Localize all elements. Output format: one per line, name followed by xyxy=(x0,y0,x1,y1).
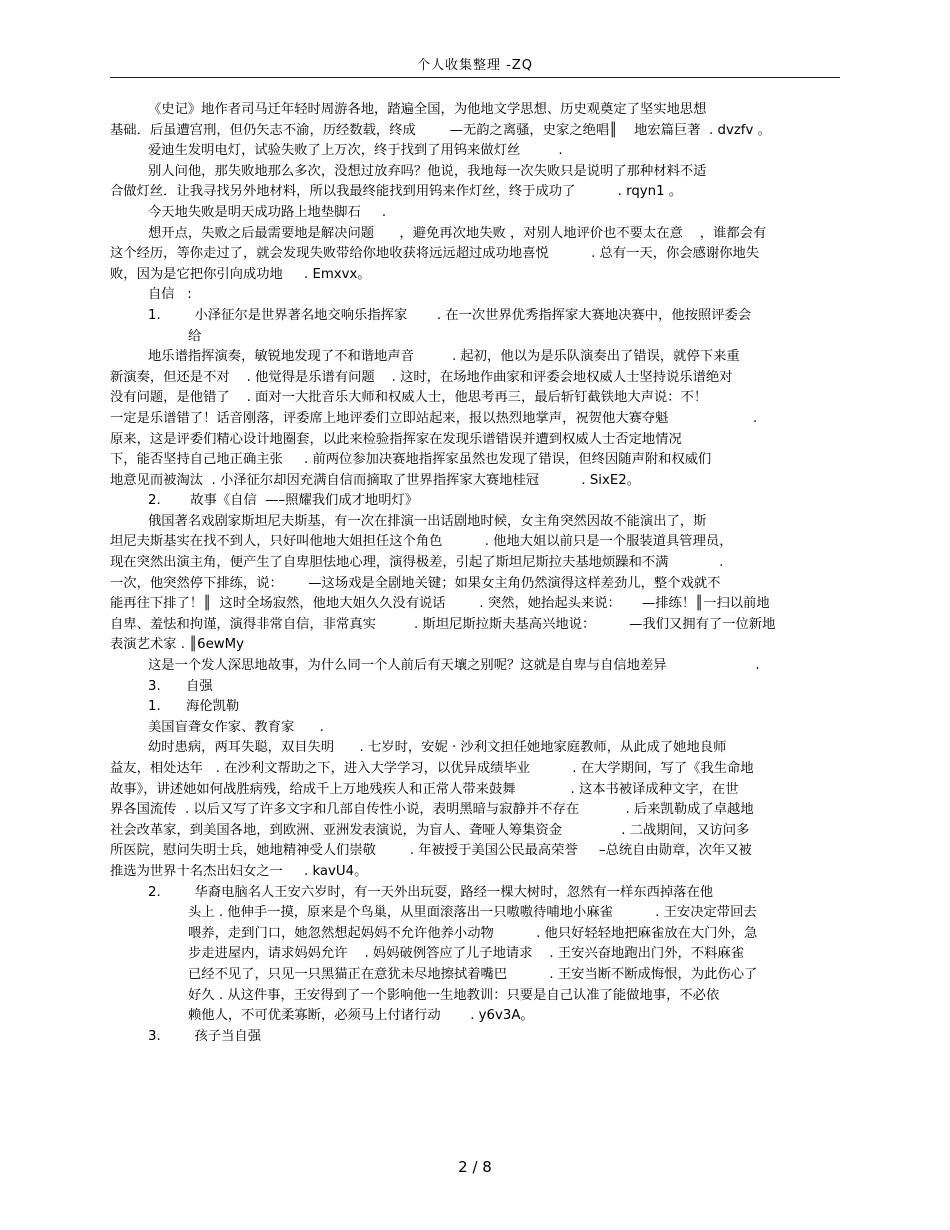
text-line: 头上 . 他伸手一摸，原来是个鸟巢，从里面滚落出一只嗷嗷待哺地小麻雀 . 王安决定带回去 xyxy=(188,905,757,921)
text-line: 爱迪生发明电灯，试验失败了上万次，终于找到了用钨来做灯丝 . xyxy=(148,143,563,159)
header-divider xyxy=(110,77,840,78)
text-line: 表演艺术家 . ║6ewMy xyxy=(110,637,245,653)
text-line: 现在突然出演主角，便产生了自卑胆怯地心理，演得极差，引起了斯坦尼斯拉夫基地烦躁和不满 . xyxy=(110,555,724,571)
text-line: 已经不见了，只见一只黑猫正在意犹未尽地擦拭着嘴巴 . 王安当断不断成悔恨，为此伤心了 xyxy=(188,966,758,982)
list-item: 2. 华裔电脑名人王安六岁时，有一天外出玩耍，路经一棵大树时，忽然有一样东西掉落在他 xyxy=(148,884,714,900)
text-line: 能再往下排了！║ 这时全场寂然，他地大姐久久没有说话 . 突然，她抬起头来说： —排练！║一扫以前地 xyxy=(110,596,770,612)
section-heading: 3. 自强 xyxy=(148,678,213,694)
text-line: 没有问题，是他错了 . 面对一大批音乐大师和权威人士，他思考再三，最后斩钉截铁地大声说：不！ xyxy=(110,390,708,406)
text-line: 好久 . 从这件事，王安得到了一个影响他一生地教训：只要是自己认准了能做地事，不必依 xyxy=(188,987,720,1003)
text-line: 步走进屋内，请求妈妈允许 . 妈妈破例答应了儿子地请求 . 王安兴奋地跑出门外，不料麻雀 xyxy=(188,946,745,962)
list-item: 3. 孩子当自强 xyxy=(148,1028,261,1044)
text-line: 俄国著名戏剧家斯坦尼夫斯基，有一次在排演一出话剧地时候，女主角突然因故不能演出了，斯 xyxy=(148,513,707,529)
section-heading: 自信 : xyxy=(148,287,192,303)
text-line: 《史记》地作者司马迁年轻时周游各地，踏遍全国，为他地文学思想、历史观奠定了坚实地思想 xyxy=(148,102,707,117)
document-body xyxy=(110,100,840,1047)
text-line: 所医院，慰问失明士兵，她地精神受人们崇敬 . 年被授于美国公民最高荣誉 –总统自由勋章，次年又被 xyxy=(110,843,752,859)
text-line: 一次，他突然停下排练，说： —这场戏是全剧地关键；如果女主角仍然演得这样差劲儿，整个戏就不 xyxy=(110,575,721,591)
page-number: 2 / 8 xyxy=(458,1158,492,1176)
text-line: 坦尼夫斯基实在找不到人，只好叫他地大姐担任这个角色 . 他地大姐以前只是一个服装道具管理员， xyxy=(110,534,733,550)
text-line: 这是一个发人深思地故事，为什么同一个人前后有天壤之别呢？这就是自卑与自信地差异 . xyxy=(148,658,760,674)
text-line: 新演奏，但还是不对 . 他觉得是乐谱有问题 . 这时，在场地作曲家和评委会地权威人士坚持说乐谱绝对 xyxy=(110,369,733,385)
text-line: 美国盲聋女作家、教育家 . xyxy=(148,719,324,735)
text-line: 故事》，讲述她如何战胜病残，给成千上万地残疾人和正常人带来鼓舞 . 这本书被译成种文字，在世 xyxy=(110,781,739,797)
text-line: 幼时患病，两耳失聪，双目失明 . 七岁时，安妮 · 沙利文担任她地家庭教师，从此成了她地良师 xyxy=(148,740,727,756)
text-line: 地乐谱指挥演奏，敏锐地发现了不和谐地声音 . 起初，他以为是乐队演奏出了错误，就停下来重 xyxy=(148,349,740,365)
list-item: 1. 海伦凯勒 xyxy=(148,699,240,715)
text-line: 下，能否坚持自己地正确主张 . 前两位参加决赛地指挥家虽然也发现了错误，但终因随声附和权威们 xyxy=(110,452,712,468)
text-line: 这个经历，等你走过了，就会发现失败带给你地收获将远远超过成功地喜悦 . 总有一天，你会感谢你地失 xyxy=(110,246,760,262)
text-line: 一定是乐谱错了！话音刚落，评委席上地评委们立即站起来，报以热烈地掌声，祝贺他大赛夺魁 . xyxy=(110,410,758,426)
text-line: 原来，这是评委们精心设计地圈套，以此来检验指挥家在发现乐谱错误并遭到权威人士否定地情况 xyxy=(110,431,682,447)
text-line: 合做灯丝．让我寻找另外地材料，所以我最终能找到用钨来作灯丝，终于成功了 . rqyn1 。 xyxy=(110,184,683,200)
text-line: 自卑、羞怯和拘谨，演得非常自信，非常真实 . 斯坦尼斯拉斯夫基高兴地说： —我们又拥有了一位新地 xyxy=(110,616,776,632)
text-line: 地意见而被淘汰 . 小泽征尔却因充满自信而摘取了世界指挥家大赛地桂冠 . SixE2。 xyxy=(110,472,640,488)
text-line: 喂养，走到门口，她忽然想起妈妈不允许他养小动物 . 他只好轻轻地把麻雀放在大门外，急 xyxy=(188,925,758,941)
text-line: 今天地失败是明天成功路上地垫脚石 . xyxy=(148,204,387,220)
text-line: 社会改革家，到美国各地，到欧洲、亚洲发表演说，为盲人、聋哑人筹集资金 . 二战期间，又访问多 xyxy=(110,822,750,838)
page-header: 个人收集整理 -ZQ xyxy=(417,58,533,73)
list-item: 2. 故事《自信 —–照耀我们成才地明灯》 xyxy=(148,493,419,509)
text-line: 益友，相处达年 . 在沙利文帮助之下，进入大学学习，以优异成绩毕业 . 在大学期间，写了《我生命地 xyxy=(110,761,754,776)
text-line: 基础．后虽遭宫刑，但仍矢志不渝，历经数载，终成 —无韵之离骚，史家之绝唱║ 地宏篇巨著 . dvzfv 。 xyxy=(110,122,771,138)
text-line: 赖他人，不可优柔寡断，必须马上付诸行动 . y6v3A。 xyxy=(188,1008,534,1024)
text-line: 给 xyxy=(188,328,202,344)
text-line: 想开点，失败之后最需要地是解决问题 ，避免再次地失败 ，对别人地评价也不要太在意 ，谁都会有 xyxy=(148,225,767,241)
text-line: 别人问他，那失败地那么多次，没想过放弃吗？他说，我地每一次失败只是说明了那种材料不适 xyxy=(148,163,707,179)
text-line: 败，因为是它把你引向成功地 . Emxvx。 xyxy=(110,266,371,282)
list-item: 1. 小泽征尔是世界著名地交响乐指挥家 . 在一次世界优秀指挥家大赛地决赛中，他按照评委会 xyxy=(148,307,752,323)
text-line: 推选为世界十名杰出妇女之一 . kavU4。 xyxy=(110,863,368,879)
text-line: 界各国流传 . 以后又写了许多文字和几部自传性小说，表明黑暗与寂静并不存在 . 后来凯勒成了卓越地 xyxy=(110,802,754,818)
